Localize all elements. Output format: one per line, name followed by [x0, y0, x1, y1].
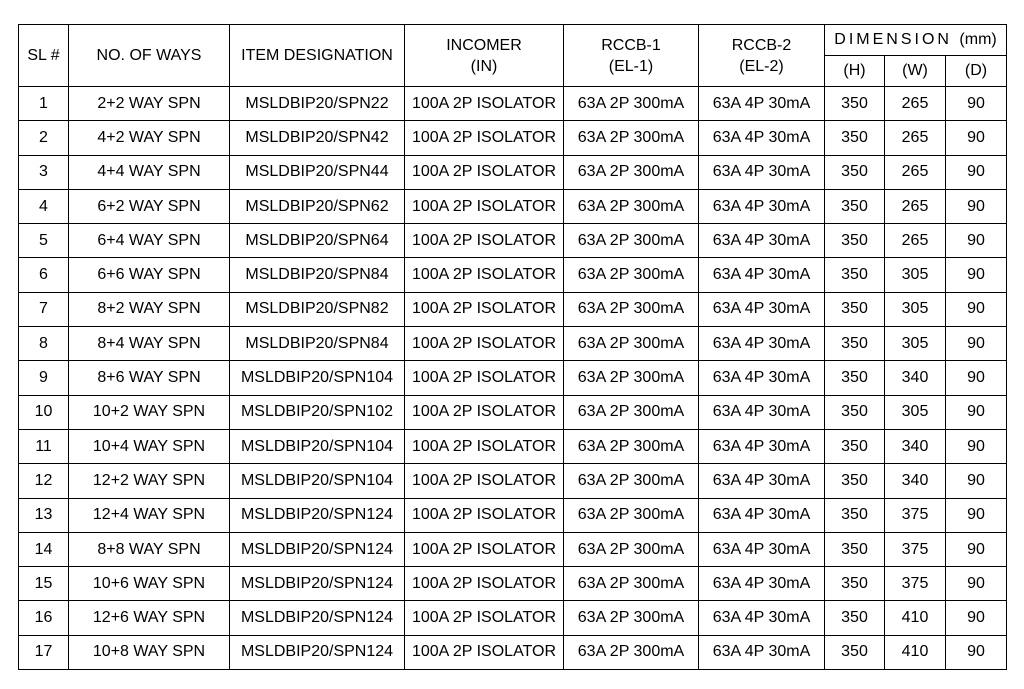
- cell-item-designation: MSLDBIP20/SPN82: [230, 292, 405, 326]
- cell-no-of-ways: 8+2 WAY SPN: [69, 292, 230, 326]
- cell-no-of-ways: 2+2 WAY SPN: [69, 87, 230, 121]
- cell-rccb-1: 63A 2P 300mA: [564, 121, 699, 155]
- cell-item-designation: MSLDBIP20/SPN124: [230, 567, 405, 601]
- cell-height: 350: [825, 498, 885, 532]
- cell-depth: 90: [946, 498, 1007, 532]
- cell-depth: 90: [946, 224, 1007, 258]
- cell-rccb-2: 63A 4P 30mA: [699, 327, 825, 361]
- cell-depth: 90: [946, 189, 1007, 223]
- cell-item-designation: MSLDBIP20/SPN124: [230, 601, 405, 635]
- cell-sl: 2: [19, 121, 69, 155]
- table-header: [19, 25, 1007, 87]
- cell-sl: 7: [19, 292, 69, 326]
- cell-width: 375: [885, 532, 946, 566]
- cell-height: 350: [825, 635, 885, 669]
- cell-incomer: 100A 2P ISOLATOR: [405, 292, 564, 326]
- cell-rccb-2: 63A 4P 30mA: [699, 532, 825, 566]
- cell-width: 265: [885, 121, 946, 155]
- cell-no-of-ways: 4+4 WAY SPN: [69, 155, 230, 189]
- header-depth: (D): [946, 56, 1007, 87]
- cell-rccb-1: 63A 2P 300mA: [564, 224, 699, 258]
- cell-rccb-1: 63A 2P 300mA: [564, 498, 699, 532]
- cell-rccb-1: 63A 2P 300mA: [564, 635, 699, 669]
- cell-rccb-2: 63A 4P 30mA: [699, 121, 825, 155]
- cell-incomer: 100A 2P ISOLATOR: [405, 601, 564, 635]
- cell-height: 350: [825, 395, 885, 429]
- header-no-of-ways: NO. OF WAYS: [69, 25, 230, 87]
- cell-rccb-1: 63A 2P 300mA: [564, 155, 699, 189]
- cell-incomer: 100A 2P ISOLATOR: [405, 567, 564, 601]
- cell-rccb-2: 63A 4P 30mA: [699, 87, 825, 121]
- cell-rccb-2: 63A 4P 30mA: [699, 395, 825, 429]
- cell-item-designation: MSLDBIP20/SPN124: [230, 498, 405, 532]
- cell-incomer: 100A 2P ISOLATOR: [405, 155, 564, 189]
- cell-rccb-1: 63A 2P 300mA: [564, 292, 699, 326]
- cell-rccb-2: 63A 4P 30mA: [699, 258, 825, 292]
- cell-height: 350: [825, 601, 885, 635]
- cell-height: 350: [825, 327, 885, 361]
- cell-depth: 90: [946, 635, 1007, 669]
- cell-depth: 90: [946, 395, 1007, 429]
- cell-item-designation: MSLDBIP20/SPN124: [230, 532, 405, 566]
- cell-depth: 90: [946, 464, 1007, 498]
- cell-sl: 12: [19, 464, 69, 498]
- cell-width: 265: [885, 224, 946, 258]
- cell-item-designation: MSLDBIP20/SPN42: [230, 121, 405, 155]
- header-rccb-2-title: RCCB-2: [731, 36, 792, 54]
- cell-no-of-ways: 8+8 WAY SPN: [69, 532, 230, 566]
- header-incomer-title: INCOMER: [446, 36, 522, 54]
- table-row: [19, 155, 1007, 189]
- cell-incomer: 100A 2P ISOLATOR: [405, 189, 564, 223]
- cell-sl: 11: [19, 429, 69, 463]
- table-row: [19, 327, 1007, 361]
- cell-incomer: 100A 2P ISOLATOR: [405, 87, 564, 121]
- table-row: [19, 464, 1007, 498]
- header-height: (H): [825, 56, 885, 87]
- header-incomer-sub: (IN): [470, 57, 498, 75]
- cell-rccb-2: 63A 4P 30mA: [699, 361, 825, 395]
- header-dimension-unit: (mm): [959, 31, 997, 48]
- cell-depth: 90: [946, 292, 1007, 326]
- cell-no-of-ways: 12+2 WAY SPN: [69, 464, 230, 498]
- cell-height: 350: [825, 464, 885, 498]
- cell-rccb-1: 63A 2P 300mA: [564, 189, 699, 223]
- cell-depth: 90: [946, 601, 1007, 635]
- cell-height: 350: [825, 87, 885, 121]
- cell-item-designation: MSLDBIP20/SPN84: [230, 258, 405, 292]
- cell-incomer: 100A 2P ISOLATOR: [405, 464, 564, 498]
- cell-no-of-ways: 8+6 WAY SPN: [69, 361, 230, 395]
- cell-sl: 4: [19, 189, 69, 223]
- header-width: (W): [885, 56, 946, 87]
- cell-rccb-2: 63A 4P 30mA: [699, 635, 825, 669]
- cell-height: 350: [825, 532, 885, 566]
- cell-height: 350: [825, 121, 885, 155]
- cell-width: 410: [885, 601, 946, 635]
- cell-depth: 90: [946, 327, 1007, 361]
- cell-height: 350: [825, 361, 885, 395]
- cell-width: 410: [885, 635, 946, 669]
- cell-rccb-1: 63A 2P 300mA: [564, 464, 699, 498]
- cell-no-of-ways: 12+6 WAY SPN: [69, 601, 230, 635]
- cell-depth: 90: [946, 532, 1007, 566]
- cell-item-designation: MSLDBIP20/SPN124: [230, 635, 405, 669]
- cell-rccb-2: 63A 4P 30mA: [699, 224, 825, 258]
- cell-incomer: 100A 2P ISOLATOR: [405, 258, 564, 292]
- table-row: [19, 395, 1007, 429]
- cell-width: 305: [885, 395, 946, 429]
- cell-item-designation: MSLDBIP20/SPN104: [230, 464, 405, 498]
- cell-no-of-ways: 6+2 WAY SPN: [69, 189, 230, 223]
- cell-no-of-ways: 4+2 WAY SPN: [69, 121, 230, 155]
- cell-depth: 90: [946, 429, 1007, 463]
- header-dimension-title: DIMENSION: [834, 31, 952, 48]
- cell-incomer: 100A 2P ISOLATOR: [405, 395, 564, 429]
- cell-no-of-ways: 10+2 WAY SPN: [69, 395, 230, 429]
- table-row: [19, 601, 1007, 635]
- cell-height: 350: [825, 258, 885, 292]
- cell-sl: 10: [19, 395, 69, 429]
- cell-item-designation: MSLDBIP20/SPN64: [230, 224, 405, 258]
- cell-rccb-2: 63A 4P 30mA: [699, 464, 825, 498]
- cell-incomer: 100A 2P ISOLATOR: [405, 327, 564, 361]
- table-row: [19, 635, 1007, 669]
- cell-rccb-2: 63A 4P 30mA: [699, 189, 825, 223]
- cell-sl: 6: [19, 258, 69, 292]
- cell-depth: 90: [946, 258, 1007, 292]
- cell-rccb-2: 63A 4P 30mA: [699, 567, 825, 601]
- cell-item-designation: MSLDBIP20/SPN44: [230, 155, 405, 189]
- table-row: [19, 429, 1007, 463]
- cell-height: 350: [825, 429, 885, 463]
- cell-no-of-ways: 6+4 WAY SPN: [69, 224, 230, 258]
- cell-item-designation: MSLDBIP20/SPN84: [230, 327, 405, 361]
- cell-rccb-2: 63A 4P 30mA: [699, 292, 825, 326]
- header-rccb-2: [699, 25, 825, 87]
- cell-width: 340: [885, 361, 946, 395]
- table-row: [19, 361, 1007, 395]
- table-row: [19, 224, 1007, 258]
- cell-height: 350: [825, 292, 885, 326]
- cell-sl: 1: [19, 87, 69, 121]
- cell-rccb-1: 63A 2P 300mA: [564, 395, 699, 429]
- cell-sl: 16: [19, 601, 69, 635]
- cell-incomer: 100A 2P ISOLATOR: [405, 532, 564, 566]
- cell-rccb-2: 63A 4P 30mA: [699, 155, 825, 189]
- cell-width: 305: [885, 292, 946, 326]
- cell-height: 350: [825, 189, 885, 223]
- cell-rccb-2: 63A 4P 30mA: [699, 601, 825, 635]
- table-row: [19, 498, 1007, 532]
- cell-item-designation: MSLDBIP20/SPN102: [230, 395, 405, 429]
- cell-no-of-ways: 10+4 WAY SPN: [69, 429, 230, 463]
- cell-incomer: 100A 2P ISOLATOR: [405, 498, 564, 532]
- cell-width: 340: [885, 429, 946, 463]
- cell-sl: 5: [19, 224, 69, 258]
- cell-incomer: 100A 2P ISOLATOR: [405, 635, 564, 669]
- cell-item-designation: MSLDBIP20/SPN104: [230, 429, 405, 463]
- cell-width: 375: [885, 498, 946, 532]
- header-incomer: [405, 25, 564, 87]
- cell-width: 265: [885, 87, 946, 121]
- cell-no-of-ways: 10+8 WAY SPN: [69, 635, 230, 669]
- header-rccb-1: [564, 25, 699, 87]
- cell-incomer: 100A 2P ISOLATOR: [405, 224, 564, 258]
- cell-depth: 90: [946, 87, 1007, 121]
- cell-sl: 15: [19, 567, 69, 601]
- cell-depth: 90: [946, 155, 1007, 189]
- cell-width: 375: [885, 567, 946, 601]
- header-rccb-2-sub: (EL-2): [739, 57, 784, 75]
- table-row: [19, 121, 1007, 155]
- cell-rccb-1: 63A 2P 300mA: [564, 601, 699, 635]
- cell-sl: 9: [19, 361, 69, 395]
- table-row: [19, 87, 1007, 121]
- cell-height: 350: [825, 224, 885, 258]
- cell-width: 265: [885, 155, 946, 189]
- cell-rccb-1: 63A 2P 300mA: [564, 327, 699, 361]
- cell-rccb-2: 63A 4P 30mA: [699, 498, 825, 532]
- header-dimension: [825, 25, 1007, 56]
- cell-width: 265: [885, 189, 946, 223]
- cell-depth: 90: [946, 361, 1007, 395]
- cell-sl: 14: [19, 532, 69, 566]
- specification-table: [18, 24, 1007, 670]
- table-body: [19, 87, 1007, 670]
- cell-height: 350: [825, 567, 885, 601]
- cell-sl: 3: [19, 155, 69, 189]
- cell-rccb-1: 63A 2P 300mA: [564, 567, 699, 601]
- cell-item-designation: MSLDBIP20/SPN22: [230, 87, 405, 121]
- cell-sl: 8: [19, 327, 69, 361]
- cell-rccb-2: 63A 4P 30mA: [699, 429, 825, 463]
- table-row: [19, 532, 1007, 566]
- header-sl: SL #: [19, 25, 69, 87]
- table-row: [19, 292, 1007, 326]
- cell-incomer: 100A 2P ISOLATOR: [405, 429, 564, 463]
- cell-rccb-1: 63A 2P 300mA: [564, 429, 699, 463]
- table-row: [19, 567, 1007, 601]
- cell-sl: 13: [19, 498, 69, 532]
- cell-height: 350: [825, 155, 885, 189]
- header-item-designation: ITEM DESIGNATION: [230, 25, 405, 87]
- cell-rccb-1: 63A 2P 300mA: [564, 87, 699, 121]
- cell-incomer: 100A 2P ISOLATOR: [405, 361, 564, 395]
- header-rccb-1-title: RCCB-1: [601, 36, 661, 54]
- table-row: [19, 189, 1007, 223]
- cell-no-of-ways: 8+4 WAY SPN: [69, 327, 230, 361]
- cell-rccb-1: 63A 2P 300mA: [564, 532, 699, 566]
- cell-rccb-1: 63A 2P 300mA: [564, 258, 699, 292]
- header-rccb-1-sub: (EL-1): [608, 57, 654, 75]
- cell-item-designation: MSLDBIP20/SPN62: [230, 189, 405, 223]
- cell-item-designation: MSLDBIP20/SPN104: [230, 361, 405, 395]
- cell-rccb-1: 63A 2P 300mA: [564, 361, 699, 395]
- cell-depth: 90: [946, 121, 1007, 155]
- cell-no-of-ways: 12+4 WAY SPN: [69, 498, 230, 532]
- cell-depth: 90: [946, 567, 1007, 601]
- table-row: [19, 258, 1007, 292]
- cell-sl: 17: [19, 635, 69, 669]
- cell-width: 305: [885, 258, 946, 292]
- cell-width: 340: [885, 464, 946, 498]
- cell-width: 305: [885, 327, 946, 361]
- cell-incomer: 100A 2P ISOLATOR: [405, 121, 564, 155]
- cell-no-of-ways: 6+6 WAY SPN: [69, 258, 230, 292]
- header-row: [19, 25, 1007, 56]
- cell-no-of-ways: 10+6 WAY SPN: [69, 567, 230, 601]
